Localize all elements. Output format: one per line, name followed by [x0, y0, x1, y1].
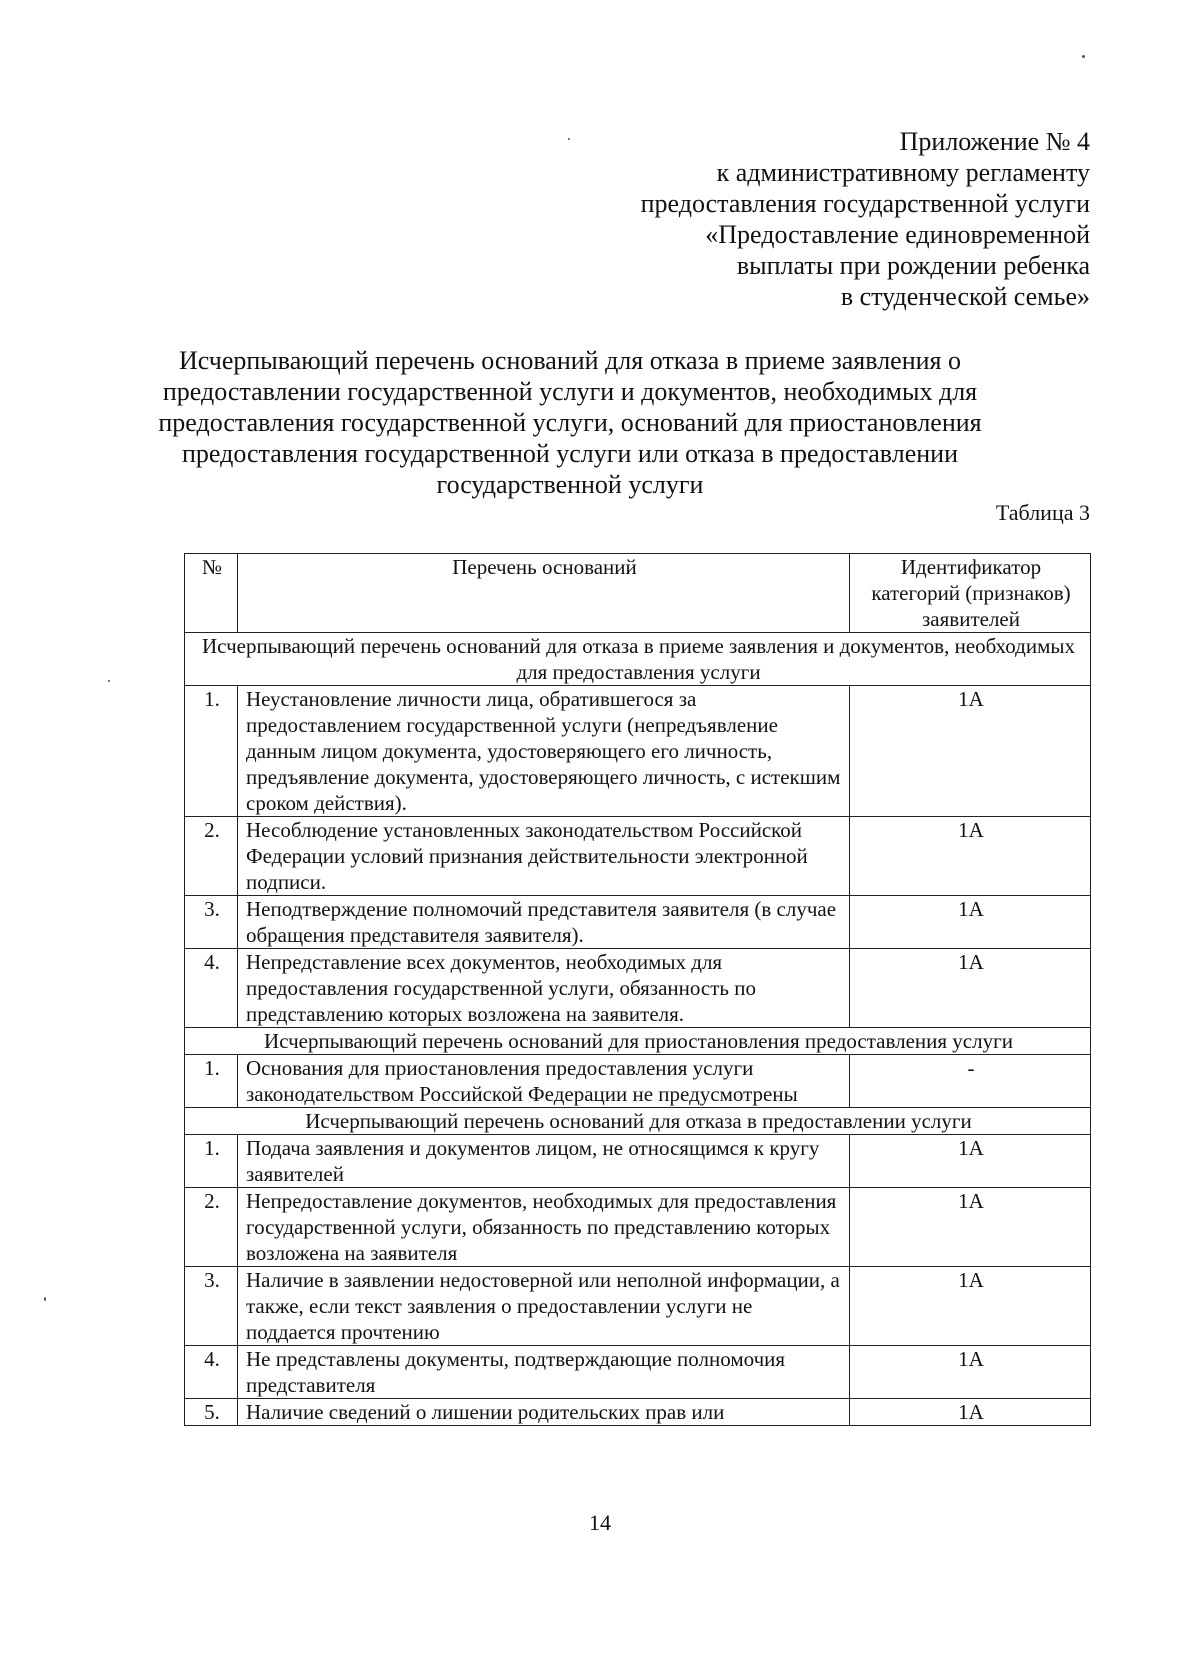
section-row: [185, 633, 1091, 686]
row-reason: Не представлены документы, подтверждающие полномочия представителя: [238, 1346, 850, 1399]
table-row: [185, 1188, 1091, 1267]
row-number: 1.: [185, 1135, 238, 1188]
title-line: предоставлении государственной услуги и документов, необходимых для: [162, 377, 978, 406]
row-category: 1А: [850, 1188, 1091, 1267]
appendix-line: в студенческой семье»: [840, 282, 1090, 311]
title-line: Исчерпывающий перечень оснований для отказа в приеме заявления о: [178, 346, 961, 375]
section-row: [185, 1108, 1091, 1135]
row-number: 5.: [185, 1399, 238, 1426]
scan-speck: [568, 138, 570, 140]
table-row: [185, 1055, 1091, 1108]
row-number: 2.: [185, 1188, 238, 1267]
table-header-row: [185, 554, 1091, 633]
section-title: Исчерпывающий перечень оснований для приостановления предоставления услуги: [185, 1028, 1091, 1055]
row-reason: Неподтверждение полномочий представителя заявителя (в случае обращения представителя заявителя).: [238, 896, 850, 949]
document-title: [150, 345, 990, 500]
header-number: №: [185, 554, 238, 633]
appendix-line: «Предоставление единовременной: [705, 220, 1090, 249]
table-row: [185, 817, 1091, 896]
header-reasons: Перечень оснований: [238, 554, 850, 633]
table-row: [185, 949, 1091, 1028]
row-reason: Несоблюдение установленных законодательством Российской Федерации условий признания действительности электронной подписи.: [238, 817, 850, 896]
row-number: 4.: [185, 1346, 238, 1399]
appendix-line: Приложение № 4: [899, 127, 1090, 156]
table-caption: Таблица 3: [995, 500, 1090, 525]
row-category: -: [850, 1055, 1091, 1108]
row-category: 1А: [850, 1267, 1091, 1346]
table-row: [185, 1267, 1091, 1346]
table-row: [185, 686, 1091, 817]
title-line: государственной услуги: [436, 470, 704, 499]
table-row: [185, 1399, 1091, 1426]
row-reason: Подача заявления и документов лицом, не относящимся к кругу заявителей: [238, 1135, 850, 1188]
table-row: [185, 1346, 1091, 1399]
section-title: Исчерпывающий перечень оснований для отказа в предоставлении услуги: [185, 1108, 1091, 1135]
reasons-table: [184, 553, 1091, 1426]
row-number: 2.: [185, 817, 238, 896]
row-reason: Наличие в заявлении недостоверной или неполной информации, а также, если текст заявления о предоставлении услуги не поддается прочтению: [238, 1267, 850, 1346]
row-category: 1А: [850, 686, 1091, 817]
header-category-id: Идентификатор категорий (признаков) заявителей: [850, 554, 1091, 633]
row-number: 3.: [185, 1267, 238, 1346]
row-category: 1А: [850, 1399, 1091, 1426]
table-row: [185, 896, 1091, 949]
table-row: [185, 1135, 1091, 1188]
appendix-line: предоставления государственной услуги: [640, 189, 1090, 218]
title-line: предоставления государственной услуги или отказа в предоставлении: [181, 439, 958, 468]
scan-speck: [1082, 55, 1085, 58]
row-number: 4.: [185, 949, 238, 1028]
section-row: [185, 1028, 1091, 1055]
row-reason: Наличие сведений о лишении родительских прав или: [238, 1399, 850, 1426]
section-title: Исчерпывающий перечень оснований для отказа в приеме заявления и документов, необходимых для предоставления услуги: [185, 633, 1091, 686]
row-reason: Неустановление личности лица, обратившегося за предоставлением государственной услуги (непредъявление данным лицом документа, удостоверяющего его личность, предъявление документа, удостоверяющего личность, с истекшим сроком действия).: [238, 686, 850, 817]
row-reason: Непредоставление документов, необходимых для предоставления государственной услуги, обязанность по представлению которых возложена на заявителя: [238, 1188, 850, 1267]
row-number: 1.: [185, 1055, 238, 1108]
scan-speck: [108, 680, 110, 682]
appendix-line: выплаты при рождении ребенка: [736, 251, 1090, 280]
appendix-line: к административному регламенту: [716, 158, 1090, 187]
row-category: 1А: [850, 1135, 1091, 1188]
row-reason: Непредставление всех документов, необходимых для предоставления государственной услуги, обязанность по представлению которых возложена на заявителя.: [238, 949, 850, 1028]
row-category: 1А: [850, 949, 1091, 1028]
page-number: 14: [589, 1510, 611, 1535]
appendix-header: [530, 126, 1090, 312]
row-category: 1А: [850, 817, 1091, 896]
scan-speck: [44, 1297, 46, 1301]
title-line: предоставления государственной услуги, оснований для приостановления: [158, 408, 982, 437]
row-number: 3.: [185, 896, 238, 949]
row-number: 1.: [185, 686, 238, 817]
row-category: 1А: [850, 896, 1091, 949]
reasons-table-wrapper: [184, 553, 1090, 1426]
row-reason: Основания для приостановления предоставления услуги законодательством Российской Федерации не предусмотрены: [238, 1055, 850, 1108]
row-category: 1А: [850, 1346, 1091, 1399]
